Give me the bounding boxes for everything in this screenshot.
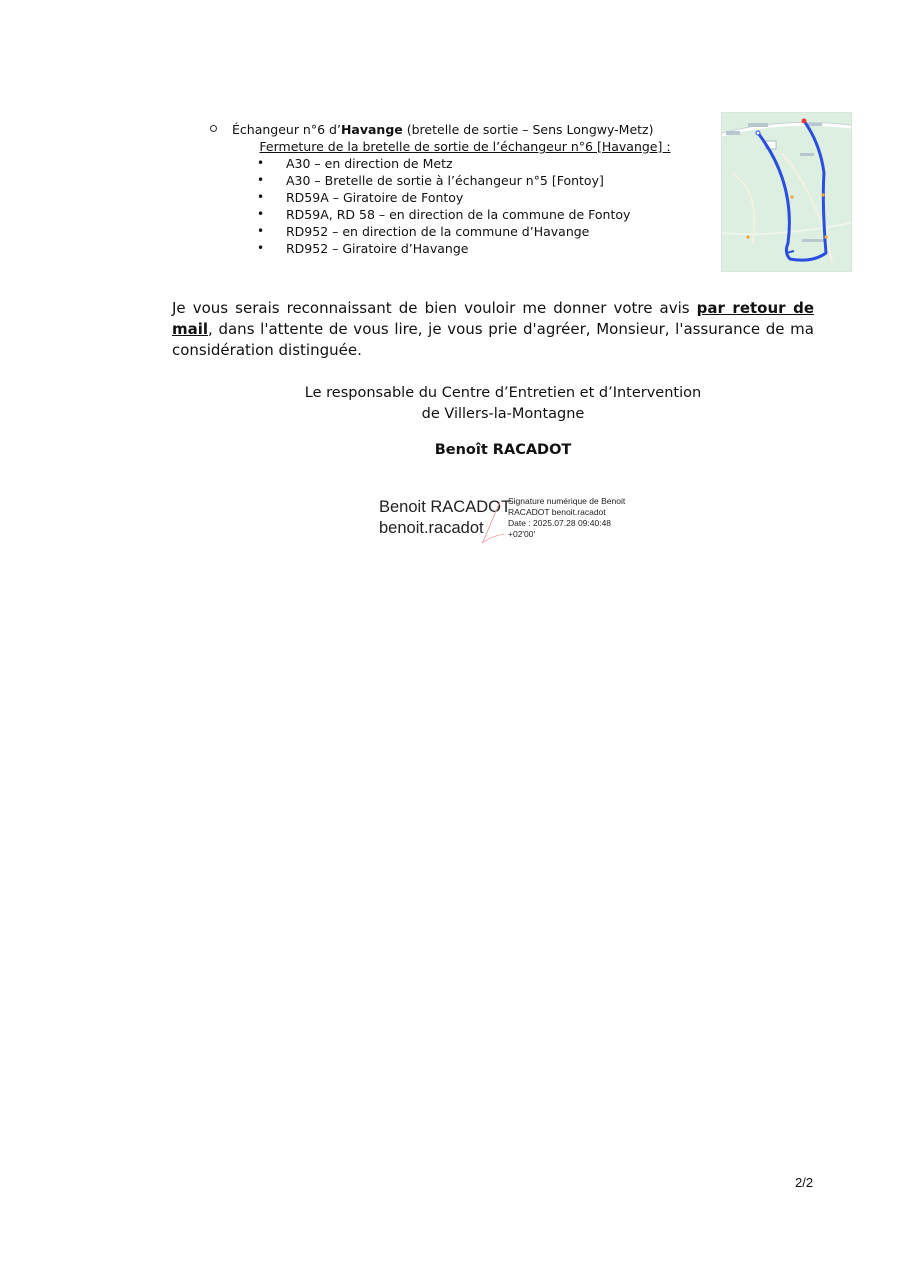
closing-paragraph: Je vous serais reconnaissant de bien vouloir me donner votre avis par retour de mail, dans l'attente de vous lire, je vous prie d'agréer, Monsieur, l'assurance de ma considération distinguée. (172, 299, 814, 359)
list-item: • RD952 – en direction de la commune d’Havange (210, 223, 710, 240)
hollow-bullet-icon (210, 125, 217, 132)
list-item: • RD59A, RD 58 – en direction de la commune de Fontoy (210, 206, 710, 223)
detour-map (721, 112, 852, 272)
role-line: Le responsable du Centre d’Entretien et d’Intervention (304, 385, 702, 401)
map-graphic (722, 113, 851, 271)
section-title: Échangeur n°6 d’Havange (bretelle de sortie – Sens Longwy-Metz) (210, 121, 710, 138)
interchange-name: Havange (340, 122, 403, 137)
signature-mark-icon (478, 500, 508, 545)
signatory-name: Benoît RACADOT (434, 442, 572, 458)
page-number: 2/2 (795, 1175, 814, 1190)
list-item: • RD952 – Giratoire d’Havange (210, 240, 710, 257)
digital-signature-meta: Signature numérique de Benoit RACADOT benoit.racadot Date : 2025.07.28 09:40:48 +02'00' (508, 496, 626, 539)
closure-subheading: Fermeture de la bretelle de sortie de l’échangeur n°6 [Havange] : (259, 139, 671, 154)
digital-signature-name: Benoit RACADOT benoit.racadot (379, 498, 512, 537)
list-item: • A30 – Bretelle de sortie à l’échangeur n°5 [Fontoy] (210, 172, 710, 189)
signatory-role (172, 383, 834, 425)
detour-list (210, 155, 710, 257)
closure-section (210, 121, 710, 257)
list-item: • RD59A – Giratoire de Fontoy (210, 189, 710, 206)
reply-by-mail-emphasis: par retour de mail (172, 299, 814, 338)
list-item: • A30 – en direction de Metz (210, 155, 710, 172)
role-line: de Villers-la-Montagne (421, 406, 585, 422)
